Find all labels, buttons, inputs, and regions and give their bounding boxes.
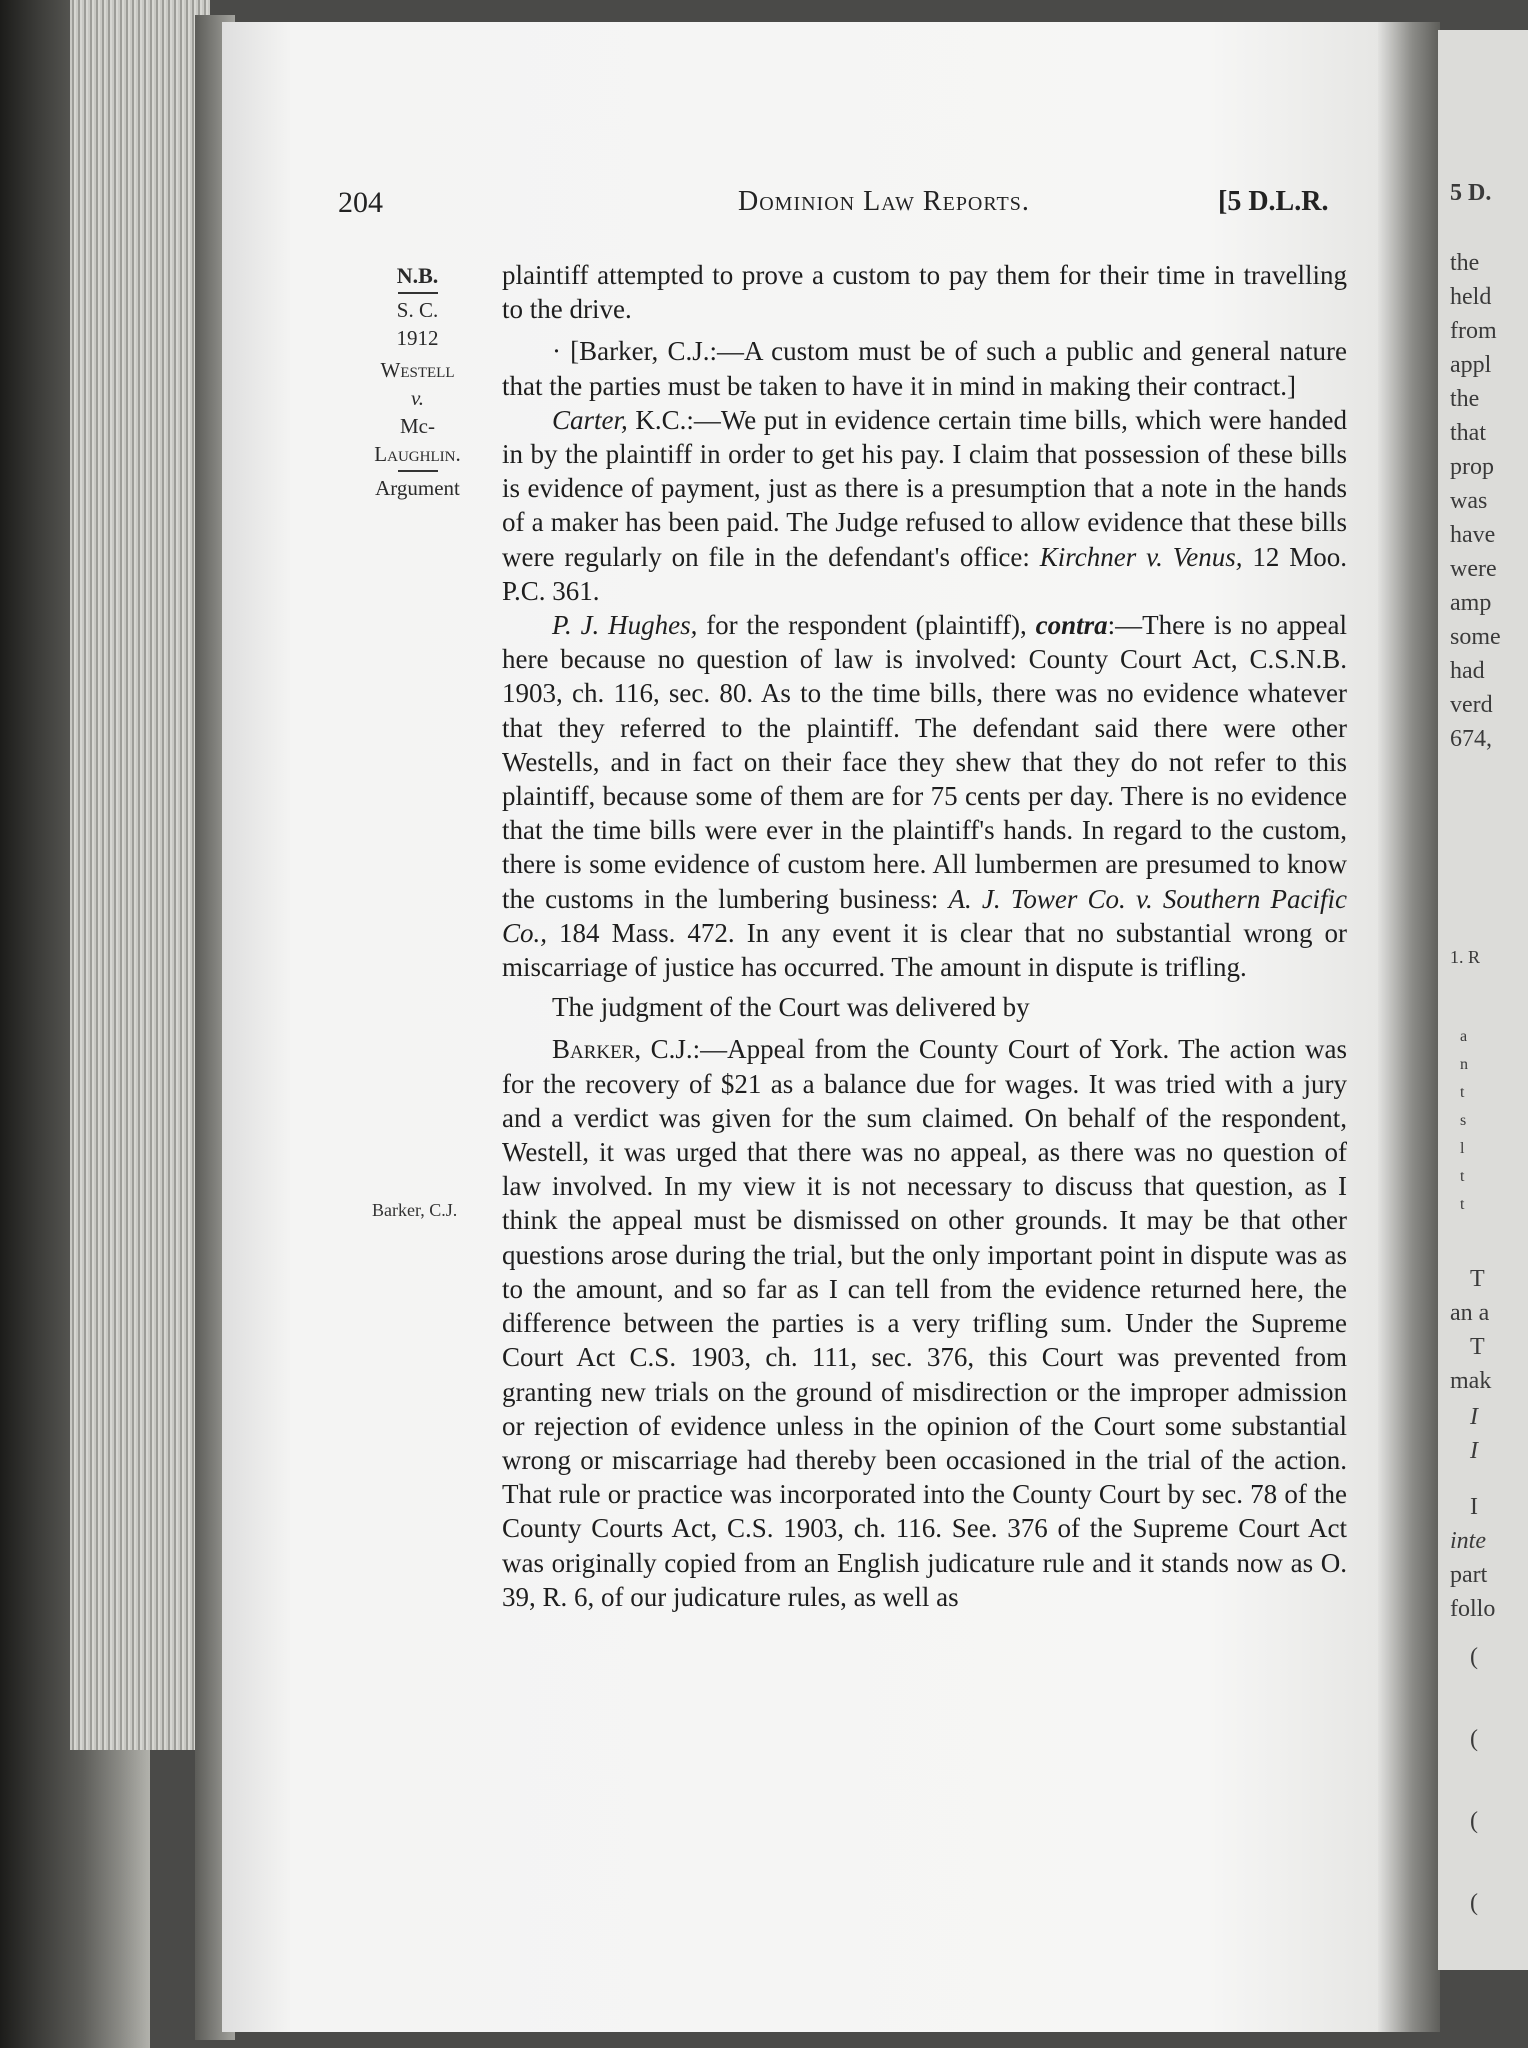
facing-line: ( [1470,1890,1478,1916]
paragraph-text: :—Appeal from the County Court of York. The action was for the recovery of $21 as a balance due for wages. It was tried with a jury and a verdict was given for the sum claimed. On behalf of the respondent, Westell, it was urged that there was no appeal, as there was no question of law involved. In my view it is not necessary to discuss that question, as I think the appeal must be dismissed on other grounds. It may be that other questions arose during the trial, but the only important point in dispute was as to the amount, and so far as I can tell from the evidence returned here, the difference between the parties is a very trifling sum. Under the Supreme Court Act C.S. 1903, ch. 111, sec. 376, this Court was prevented from granting new trials on the ground of misdirection or the improper admission or rejection of evidence unless in the opinion of the Court some substantial wrong or miscarriage had thereby been occasioned in the trial of the action. That rule or practice was incorporated into the County Court by sec. 78 of the County Courts Act, C.S. 1903, ch. 116. See. 376 of the Supreme Court Act was originally copied from an English judicature rule and it stands now as O. 39, R. 6, of our judicature rules, as well as [502,1034,1347,1612]
facing-line: follo [1450,1596,1496,1622]
case-name-line: Westell [380,358,455,382]
facing-line: have [1450,522,1496,548]
case-citation: A. J. Tower Co. v. Southern Pacific Co., [502,883,1347,948]
facing-line: T [1470,1266,1485,1292]
judge-name: Barker, C.J. [552,1034,693,1065]
facing-line: T [1470,1334,1485,1360]
facing-line: prop [1450,454,1494,480]
paragraph-text: 12 Moo. P.C. 361. [502,541,1347,606]
facing-line: the [1450,250,1480,276]
facing-line: 1. R [1450,947,1481,967]
facing-line: t [1460,1196,1465,1213]
facing-line: n [1460,1056,1468,1073]
judge-margin-note: Barker, C.J. [372,1200,458,1220]
section-label: Argument [375,476,460,500]
facing-line: appl [1450,352,1492,378]
facing-line: an a [1450,1300,1490,1326]
counsel-name: Carter, [552,404,628,435]
page-edges [70,0,210,1750]
facing-line: s [1460,1112,1467,1129]
facing-line: I [1470,1404,1478,1430]
facing-line: the [1450,386,1480,412]
facing-line: ( [1470,1808,1478,1834]
facing-line: that [1450,420,1486,446]
margin-rule [398,292,438,294]
paragraph [502,403,1347,608]
paragraph-text: for the respondent (plaintiff), [697,610,1036,641]
running-title: Dominion Law Reports. [738,186,1030,217]
facing-line: amp [1450,590,1492,616]
paragraph-text: 184 Mass. 472. In any event it is clear that no substantial wrong or miscarriage of justice has occurred. The amount in dispute is trifling. [502,917,1347,983]
facing-line: had [1450,658,1485,684]
facing-line: a [1460,1028,1468,1045]
paragraph-text: :—There is no appeal here because no question of law is involved: County Court Act, C.S.N.B. 1903, ch. 116, sec. 80. As to the time bills, there was no evidence whatever that they referred to the plaintiff. The defendant said there were other Westells, and in fact on their face they shew that they do not refer to this plaintiff, because some of them are for 75 cents per day. There is no evidence that the time bills were ever in the plaintiff's hands. In regard to the custom, there is some evidence of custom here. All lumbermen are presumed to know the customs in the lumbering business: [502,610,1347,914]
facing-line: l [1460,1140,1465,1157]
case-name-line: Mc- [400,414,435,438]
page-number: 204 [338,186,383,219]
book-gutter [1378,22,1440,2032]
case-citation: Kirchner v. Venus, [1039,541,1243,572]
facing-line: was [1450,488,1488,514]
facing-line: ( [1470,1644,1478,1670]
facing-page-text [1440,0,1528,2048]
volume-reference: [5 D.L.R. [1218,186,1329,217]
facing-line: 674, [1450,726,1492,752]
year-label: 1912 [396,326,439,350]
contra-label: contra [1035,610,1108,641]
case-name-line: v. [410,386,424,410]
body-text [502,258,1347,1614]
paragraph [502,608,1347,984]
paragraph-text: K.C.:—We put in evidence certain time bills, which were handed in by the plaintiff in order to get his pay. I claim that possession of these bills is evidence of payment, just as there is a presumption that a note in the hands of a maker has been paid. The Judge refused to allow evidence that these bills were regularly on file in the defendant's office: [502,404,1347,572]
facing-line: mak [1450,1368,1492,1394]
margin-note [360,262,475,502]
paragraph [502,1032,1347,1613]
facing-line: 5 D. [1450,180,1492,206]
facing-line: inte [1450,1528,1486,1554]
facing-line: I [1470,1494,1478,1520]
facing-line: were [1450,556,1497,582]
case-name-line: Laughlin. [374,442,461,466]
facing-line: part [1450,1562,1488,1588]
paragraph: · [Barker, C.J.:—A custom must be of such a public and general nature that the parties must be taken to have it in mind in making their contract.] [502,336,1347,401]
facing-line: from [1450,318,1497,344]
margin-rule [398,470,438,472]
facing-line: t [1460,1168,1465,1185]
facing-line: t [1460,1084,1465,1101]
counsel-name: P. J. Hughes, [552,610,698,641]
paragraph: The judgment of the Court was delivered by [552,992,1030,1023]
facing-line: ( [1470,1726,1478,1752]
division-label: S. C. [396,298,439,322]
facing-line: some [1450,624,1501,650]
paragraph: plaintiff attempted to prove a custom to pay them for their time in travelling to the drive. [502,260,1347,325]
facing-line: held [1450,284,1492,310]
facing-line: I [1470,1438,1478,1464]
court-label: N.B. [396,263,439,288]
facing-line: verd [1450,692,1493,718]
